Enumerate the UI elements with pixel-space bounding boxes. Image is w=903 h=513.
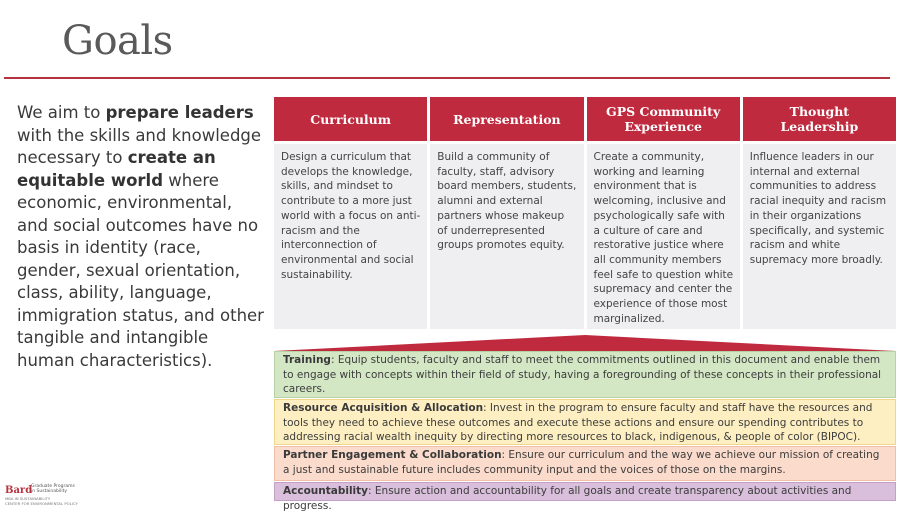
logo-subtitle [31, 484, 75, 494]
intro-text-3: where economic, environmental, and social outcomes have no basis in identity (race, gender, sexual orientation, class, ability, language, immigration status, and other tangible and intangible human characteristics). [17, 170, 264, 370]
title-divider [4, 77, 890, 79]
goal-column-thought-leadership [743, 97, 896, 329]
bard-logo [5, 483, 105, 505]
goal-heading: GPS Community Experience [587, 97, 740, 141]
band-label: Resource Acquisition & Allocation [283, 402, 484, 414]
goal-column-curriculum [274, 97, 427, 329]
logo-tagline [5, 497, 78, 506]
intro-paragraph [17, 102, 267, 372]
band-text: : Ensure our curriculum and the way we achieve our mission of creating a just and sustainable future includes community input and the voices of those on the margins. [283, 449, 880, 476]
band-partner-engagement [274, 446, 896, 481]
band-label: Partner Engagement & Collaboration [283, 449, 502, 461]
goal-heading: Curriculum [274, 97, 427, 141]
goal-columns [274, 97, 896, 329]
band-text: : Equip students, faculty and staff to meet the commitments outlined in this document and enable them to engage with concepts within their field of study, having a foregrounding of these concepts in their professional careers. [283, 354, 882, 396]
goal-heading: Thought Leadership [743, 97, 896, 141]
band-resources [274, 399, 896, 445]
logo-sub-line-2: in Sustainability [31, 489, 68, 494]
logo-mark: Bard [5, 485, 33, 496]
goal-description: Design a curriculum that develops the knowledge, skills, and mindset to contribute to a more just world with a focus on anti-racism and the interconnection of environmental and social sustainability. [274, 144, 427, 329]
band-text: : Ensure action and accountability for all goals and create transparency about activities and progress. [283, 485, 852, 512]
goal-heading: Representation [430, 97, 583, 141]
logo-tag-line-1: MBA IN SUSTAINABILITY [5, 496, 51, 501]
goal-column-representation [430, 97, 583, 329]
intro-text-2: with the skills and knowledge necessary to [17, 125, 262, 167]
goal-description: Create a community, working and learning environment that is welcoming, inclusive and psychologically safe with a culture of care and restorative justice where all community members feel safe to question white supremacy and center the experience of those most marginalized. [587, 144, 740, 329]
foundation-triangle [274, 333, 896, 353]
intro-bold-2: create an equitable world [17, 148, 216, 190]
intro-bold-1: prepare leaders [105, 103, 254, 122]
goal-description: Build a community of faculty, staff, advisory board members, students, alumni and external partners whose makeup of underrepresented groups promotes equity. [430, 144, 583, 329]
logo-sub-line-1: Graduate Programs [31, 484, 75, 489]
goal-column-community [587, 97, 740, 329]
band-label: Training [283, 354, 331, 366]
band-text: : Invest in the program to ensure faculty and staff have the resources and tools they need to achieve these outcomes and execute these actions and ensure our spending contributes to addressing racial wealth inequity by directing more resources to black, indigenous, & people of color (BIPOC). [283, 402, 873, 444]
band-label: Accountability [283, 485, 369, 497]
goal-description: Influence leaders in our internal and external communities to address racial inequity and racism in their organizations specifically, and systemic racism and white supremacy more broadly. [743, 144, 896, 329]
band-training [274, 351, 896, 398]
logo-tag-line-2: CENTER FOR ENVIRONMENTAL POLICY [5, 500, 78, 506]
page-title: Goals [62, 18, 173, 64]
band-accountability [274, 482, 896, 512]
intro-text-1: We aim to [17, 103, 106, 122]
